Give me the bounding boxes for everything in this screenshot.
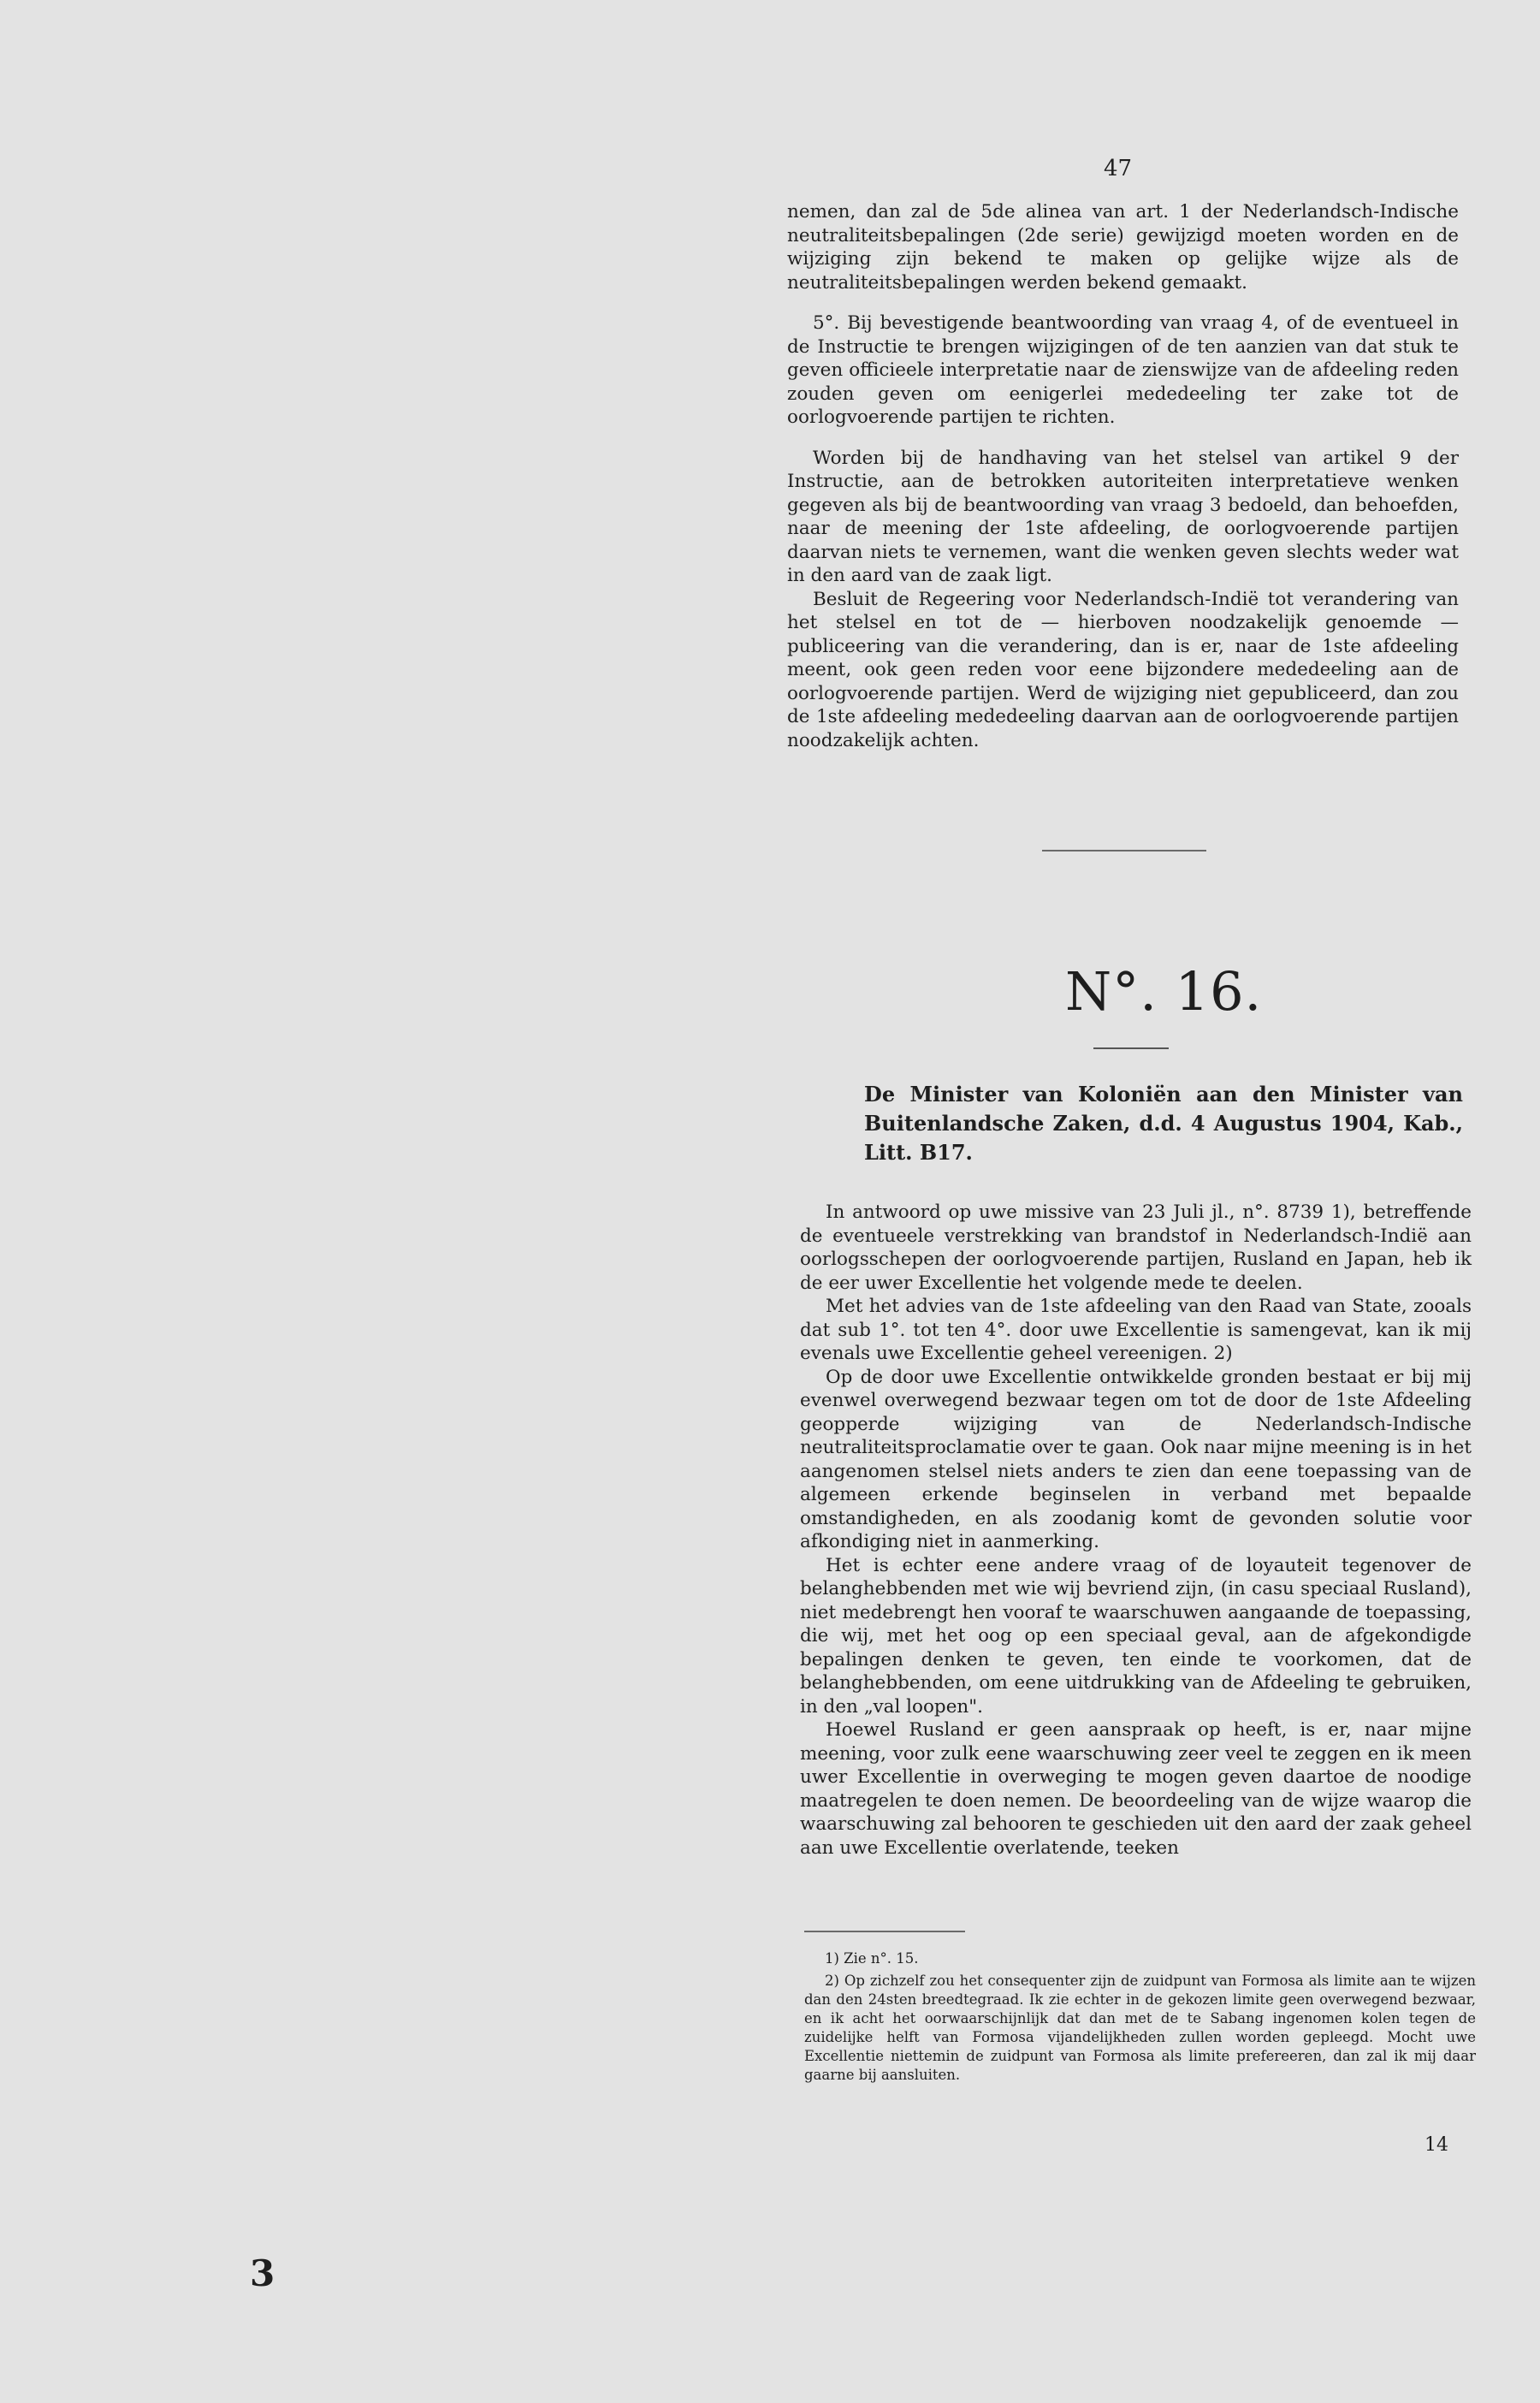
- footnote: 2) Op zichzelf zou het consequenter zijn de zuidpunt van Formosa als limite aan te wijzen dan den 24sten breedtegraad. Ik zie echter in de gekozen limite geen overwegend bezwaar, en ik acht het oorwaarschijnlijk dat dan met de te Sabang ingenomen kolen tegen de zuidelijke helft van Formosa vijandelijkheden zullen worden gepleegd. Mocht uwe Excellentie niettemin de zuidpunt van Formosa als limite prefereeren, dan zal ik mij daar gaarne bij aansluiten.: [804, 1973, 1476, 2083]
- paragraph: Hoewel Rusland er geen aanspraak op heeft, is er, naar mijne meening, voor zulk eene waarschuwing zeer veel te zeggen en ik meen uwer Excellentie in overweging te mogen geven daartoe de noodige maatregelen te doen nemen. De beoordeeling van de wijze waarop die waarschuwing zal behooren te geschieden uit den aard der zaak geheel aan uwe Excellentie overlatende, teeken: [800, 1719, 1472, 1859]
- sheet-signature: 14: [1424, 2134, 1448, 2156]
- paragraph: Het is echter eene andere vraag of de loyauteit tegenover de belanghebbenden met wie wij bevriend zijn, (in casu speciaal Rusland), niet medebrengt hen vooraf te waarschuwen aangaande de toepassing, die wij, met het oog op een speciaal geval, aan de afgekondigde bepalingen denken te geven, ten einde te voorkomen, dat de belanghebbenden, om eene uitdrukking van de Afdeeling te gebruiken, in den „val loopen".: [800, 1554, 1472, 1718]
- footnotes: [804, 1949, 1476, 2088]
- number-underline: [1093, 1047, 1169, 1049]
- paragraph: Met het advies van de 1ste afdeeling van den Raad van State, zooals dat sub 1°. tot ten 4°. door uwe Excellentie is samengevat, kan ik mij evenals uwe Excellentie geheel vereenigen. 2): [800, 1296, 1472, 1364]
- document-number: N°. 16.: [1065, 960, 1263, 1023]
- section-divider: [1042, 850, 1206, 851]
- paragraph: Besluit de Regeering voor Nederlandsch-Indië tot verandering van het stelsel en tot de — hierboven noodzakelijk genoemde — publiceering van die verandering, dan is er, naar de 1ste afdeeling meent, ook geen reden voor eene bijzondere mededeeling aan de oorlogvoerende partijen. Werd de wijziging niet gepubliceerd, dan zou de 1ste afdeeling mededeeling daarvan aan de oorlogvoerende partijen noodzakelijk achten.: [787, 588, 1459, 751]
- page-number: 47: [1104, 156, 1133, 181]
- letter-body: [800, 1201, 1472, 1860]
- corner-mark: 3: [250, 2252, 275, 2294]
- footnote-divider: [804, 1931, 965, 1932]
- footnote: 1) Zie n°. 15.: [825, 1950, 919, 1967]
- paragraph: nemen, dan zal de 5de alinea van art. 1 der Nederlandsch-Indische neutraliteitsbepalingen (2de serie) gewijzigd moeten worden en de wijziging zijn bekend te maken op gelijke wijze als de neutraliteitsbepalingen werden bekend gemaakt.: [787, 201, 1459, 294]
- document-heading: De Minister van Koloniën aan den Minister van Buitenlandsche Zaken, d.d. 4 Augustus 1904, Kab., Litt. B17.: [864, 1082, 1463, 1165]
- paragraph: Worden bij de handhaving van het stelsel van artikel 9 der Instructie, aan de betrokken autoriteiten interpretatieve wenken gegeven als bij de beantwoording van vraag 3 bedoeld, dan behoefden, naar de meening der 1ste afdeeling, de oorlogvoerende partijen daarvan niets te vernemen, want die wenken geven slechts weder wat in den aard van de zaak ligt.: [787, 447, 1459, 586]
- paragraph: Op de door uwe Excellentie ontwikkelde gronden bestaat er bij mij evenwel overwegend bezwaar tegen om tot de door de 1ste Afdeeling geopperde wijziging van de Nederlandsch-Indische neutraliteitsproclamatie over te gaan. Ook naar mijne meening is in het aangenomen stelsel niets anders te zien dan eene toepassing van de algemeen erkende beginselen in verband met bepaalde omstandigheden, en als zoodanig komt de gevonden solutie voor afkondiging niet in aanmerking.: [800, 1366, 1472, 1552]
- paragraph: 5°. Bij bevestigende beantwoording van vraag 4, of de eventueel in de Instructie te brengen wijzigingen of de ten aanzien van dat stuk te geven officieele interpretatie naar de zienswijze van de afdeeling reden zouden geven om eenigerlei mededeeling ter zake tot de oorlogvoerende partijen te richten.: [787, 312, 1459, 428]
- continued-text-block: [787, 200, 1459, 752]
- paragraph: In antwoord op uwe missive van 23 Juli jl., n°. 8739 1), betreffende de eventueele verstrekking van brandstof in Nederlandsch-Indië aan oorlogsschepen der oorlogvoerende partijen, Rusland en Japan, heb ik de eer uwer Excellentie het volgende mede te deelen.: [800, 1202, 1472, 1294]
